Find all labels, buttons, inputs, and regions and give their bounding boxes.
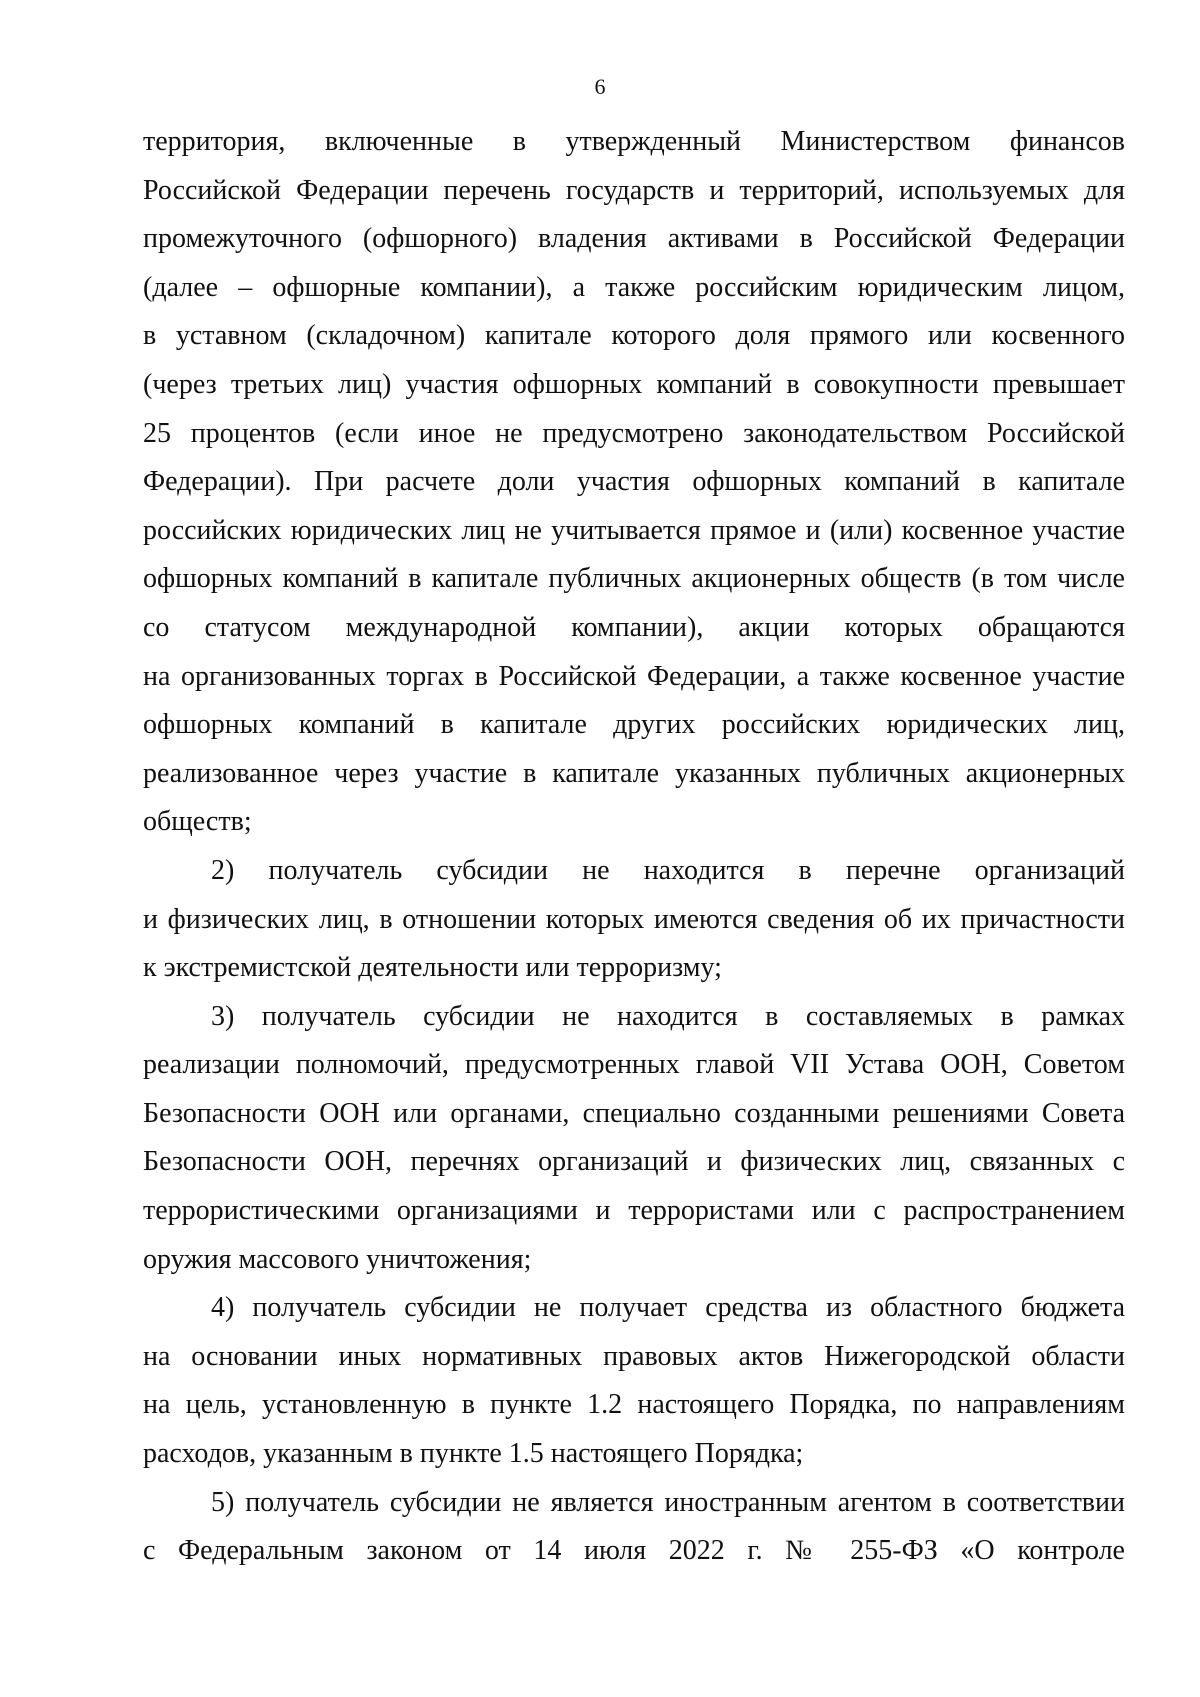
text-line: российских юридических лиц не учитывается прямое и (или) косвенное участие [143, 514, 1125, 546]
text-line: офшорных компаний в капитале других российских юридических лиц, [143, 709, 1125, 741]
text-line: реализованное через участие в капитале указанных публичных акционерных [143, 757, 1125, 789]
text-line: Безопасности ООН или органами, специально созданными решениями Совета [143, 1097, 1125, 1129]
text-line: 25 процентов (если иное не предусмотрено законодательством Российской [143, 417, 1125, 449]
document-body [143, 118, 1125, 1576]
paragraph-first-line: 5) получатель субсидии не является иностранным агентом в соответствии [211, 1486, 1125, 1518]
text-line: промежуточного (офшорного) владения активами в Российской Федерации [143, 223, 1125, 255]
text-line: на основании иных нормативных правовых актов Нижегородской области [143, 1340, 1125, 1372]
text-line: расходов, указанным в пункте 1.5 настоящего Порядка; [143, 1438, 804, 1470]
text-line: на цель, установленную в пункте 1.2 настоящего Порядка, по направлениям [143, 1389, 1125, 1421]
text-line: террористическими организациями и террористами или с распространением [143, 1195, 1125, 1227]
text-line: и физических лиц, в отношении которых имеются сведения об их причастности [143, 903, 1125, 935]
text-line: со статусом международной компании), акции которых обращаются [143, 611, 1125, 643]
text-line: обществ; [143, 806, 252, 838]
text-line: в уставном (складочном) капитале которого доля прямого или косвенного [143, 320, 1125, 352]
page-number: 6 [594, 74, 606, 99]
text-line: офшорных компаний в капитале публичных акционерных обществ (в том числе [143, 563, 1125, 595]
paragraph-first-line: 2) получатель субсидии не находится в перечне организаций [211, 854, 1125, 886]
text-line: на организованных торгах в Российской Федерации, а также косвенное участие [143, 660, 1125, 692]
text-line: Безопасности ООН, перечнях организаций и физических лиц, связанных с [143, 1146, 1125, 1178]
text-line: с Федеральным законом от 14 июля 2022 г. № 255-ФЗ «О контроле [143, 1535, 1125, 1567]
paragraph-first-line: 4) получатель субсидии не получает средства из областного бюджета [211, 1292, 1125, 1324]
paragraph-first-line: 3) получатель субсидии не находится в составляемых в рамках [211, 1000, 1125, 1032]
text-line: Федерации). При расчете доли участия офшорных компаний в капитале [143, 466, 1125, 498]
text-line: территория, включенные в утвержденный Министерством финансов [143, 126, 1125, 157]
text-line: (через третьих лиц) участия офшорных компаний в совокупности превышает [143, 368, 1125, 400]
text-line: Российской Федерации перечень государств и территорий, используемых для [143, 174, 1125, 206]
text-line: реализации полномочий, предусмотренных главой VII Устава ООН, Советом [143, 1049, 1125, 1081]
text-line: к экстремистской деятельности или терроризму; [143, 952, 722, 984]
text-line: (далее – офшорные компании), а также российским юридическим лицом, [143, 271, 1125, 303]
text-line: оружия массового уничтожения; [143, 1243, 532, 1275]
